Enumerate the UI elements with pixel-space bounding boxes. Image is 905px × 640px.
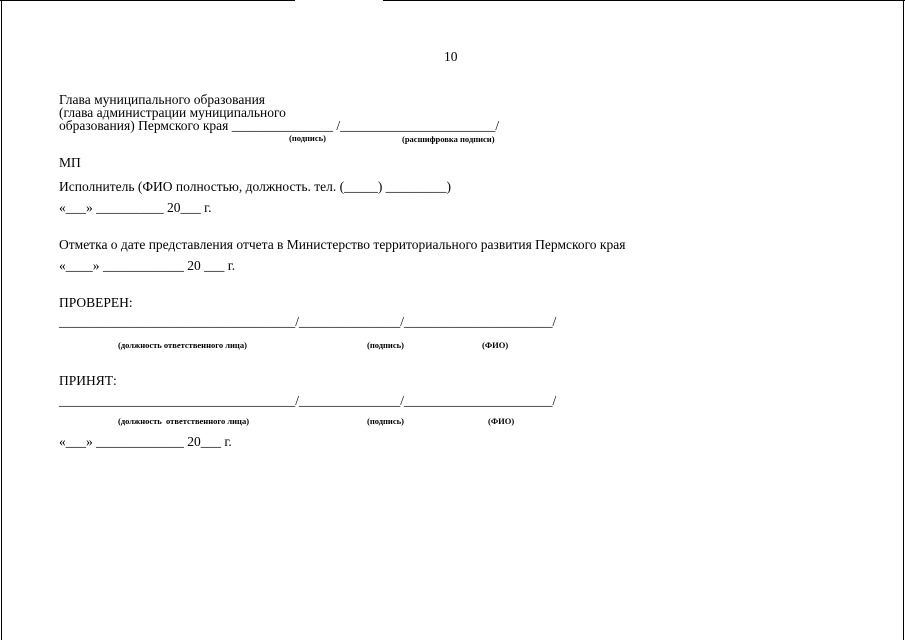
seal-label: МП (59, 155, 81, 170)
accepted-name-caption: (ФИО) (488, 416, 515, 426)
head-decode-caption: (расшифровка подписи) (402, 134, 495, 144)
top-border-line-right (383, 0, 905, 1)
checked-position-caption: (должность ответственного лица) (118, 340, 247, 350)
accepted-sign-caption: (подпись) (367, 416, 404, 426)
left-border-line (1, 0, 2, 640)
checked-sign-caption: (подпись) (367, 340, 404, 350)
accepted-signature-line: ___________________________________/_______________/______________________/ (59, 393, 557, 408)
head-line-2: (глава администрации муниципального (59, 105, 286, 120)
top-border-line-left (0, 0, 295, 1)
head-sign-caption: (подпись) (289, 133, 326, 143)
head-line-3: образования) Пермского края _______________ /_______________________/ (59, 118, 500, 133)
page-number: 10 (444, 49, 458, 64)
executor-date: «___» __________ 20___ г. (59, 200, 212, 215)
right-border-line (903, 0, 904, 640)
accepted-date: «___» _____________ 20___ г. (59, 434, 232, 449)
submission-line: Отметка о дате представления отчета в Министерство территориального развития Пермского края (59, 237, 626, 252)
checked-signature-line: ___________________________________/_______________/______________________/ (59, 314, 557, 329)
executor-line: Исполнитель (ФИО полностью, должность. тел. (_____) _________) (59, 179, 452, 194)
accepted-title: ПРИНЯТ: (59, 373, 117, 388)
accepted-position-caption: (должность ответственного лица) (118, 416, 250, 426)
head-line-1: Глава муниципального образования (59, 92, 266, 107)
submission-date: «____» ____________ 20 ___ г. (59, 258, 236, 273)
checked-name-caption: (ФИО) (482, 340, 509, 350)
checked-title: ПРОВЕРЕН: (59, 295, 133, 310)
